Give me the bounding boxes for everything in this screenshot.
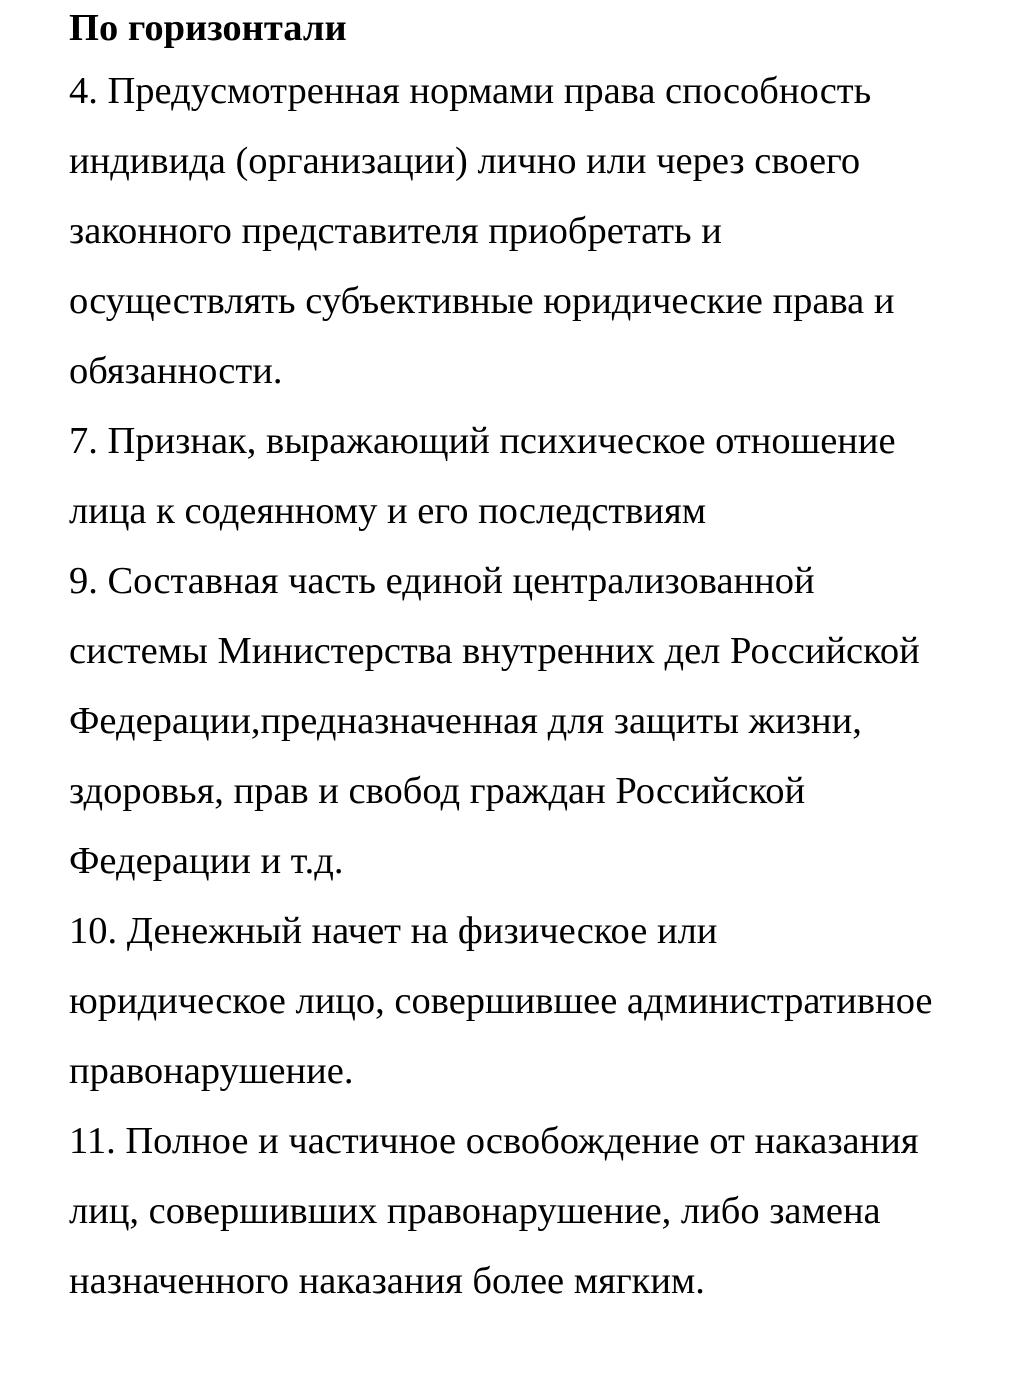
clue-line: 11. Полное и частичное освобождение от наказания [69,1120,919,1162]
clue-9 [69,546,1029,896]
section-heading: По горизонтали [69,7,347,49]
clue-line: правонарушение. [69,1050,354,1092]
clue-line: юридическое лицо, совершившее административное [69,980,933,1022]
clue-line: 4. Предусмотренная нормами права способность [69,70,872,112]
clue-line: осуществлять субъективные юридические права и [69,280,895,322]
clue-line: Федерации и т.д. [69,840,344,882]
clue-line: лиц, совершивших правонарушение, либо замена [69,1190,881,1232]
clue-line: здоровья, прав и свобод граждан Российской [69,770,806,812]
clue-11 [69,1106,1029,1316]
clue-line: 7. Признак, выражающий психическое отношение [69,420,896,462]
clue-line: 10. Денежный начет на физическое или [69,910,718,952]
clue-7 [69,406,1029,546]
clue-line: 9. Составная часть единой централизованной [69,560,815,602]
clue-line: обязанности. [69,350,283,392]
document-page [69,0,1029,1316]
clue-line: законного представителя приобретать и [69,210,722,252]
clue-line: Федерации,предназначенная для защиты жизни, [69,700,862,742]
clue-10 [69,896,1029,1106]
clue-line: назначенного наказания более мягким. [69,1260,705,1302]
clue-line: лица к содеянному и его последствиям [69,490,707,532]
clue-line: системы Министерства внутренних дел Российской [69,630,920,672]
clue-line: индивида (организации) лично или через своего [69,140,861,182]
clue-4 [69,56,1029,406]
